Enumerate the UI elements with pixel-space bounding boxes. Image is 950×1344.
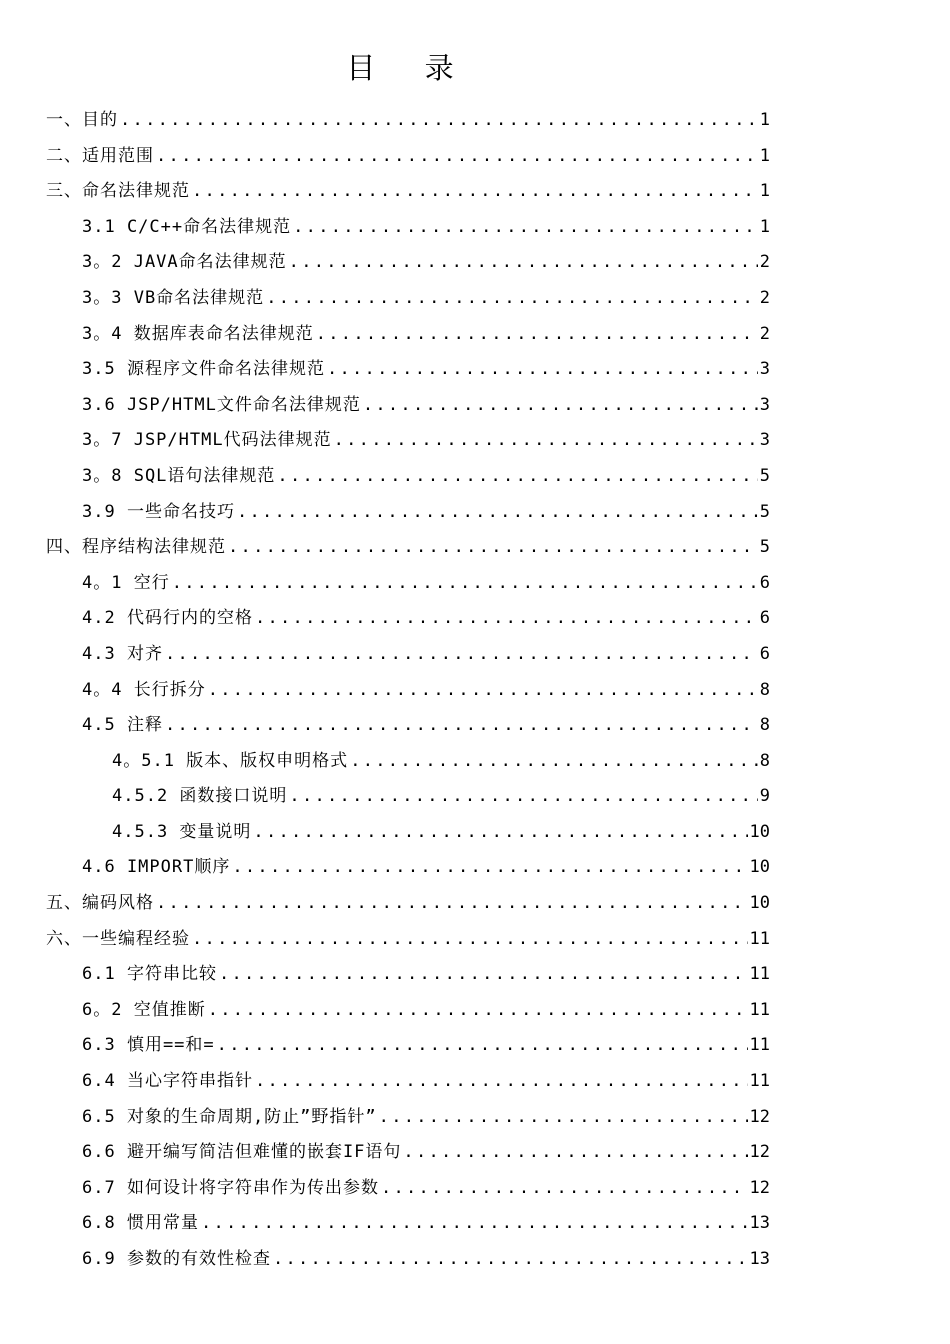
dot-leader <box>334 423 758 459</box>
toc-entry-page-number: 6 <box>759 608 770 629</box>
toc-entry-page-number: 9 <box>759 786 770 807</box>
toc-entry-text: 二、适用范围 <box>46 145 154 166</box>
dot-leader <box>201 1206 748 1242</box>
toc-entry-page-number: 5 <box>759 501 770 522</box>
toc-entry-text: 4。1 空行 <box>82 572 170 593</box>
toc-entry-text: 四、程序结构法律规范 <box>46 537 226 558</box>
dot-leader <box>156 886 748 922</box>
dot-leader <box>172 566 758 602</box>
dot-leader <box>255 1064 748 1100</box>
toc-entry[interactable] <box>46 139 770 175</box>
dot-leader <box>403 1135 747 1171</box>
toc-entry-page-number: 6 <box>759 643 770 664</box>
toc-entry-text: 6.8 惯用常量 <box>82 1213 199 1234</box>
toc-entry-text: 3。2 JAVA命名法律规范 <box>82 252 287 273</box>
toc-entry[interactable] <box>46 352 770 388</box>
toc-entry-page-number: 13 <box>749 1213 770 1234</box>
dot-leader <box>253 815 747 851</box>
toc-entry-text: 3.5 源程序文件命名法律规范 <box>82 359 325 380</box>
toc-title: 目 录 <box>346 51 474 85</box>
dot-leader <box>273 1242 748 1278</box>
toc-entry-text: 6.7 如何设计将字符串作为传出参数 <box>82 1177 379 1198</box>
toc-entry[interactable] <box>46 1028 770 1064</box>
dot-leader <box>120 103 758 139</box>
toc-entry-text: 五、编码风格 <box>46 893 154 914</box>
dot-leader <box>165 637 758 673</box>
toc-entry[interactable] <box>46 210 770 246</box>
toc-entry-page-number: 8 <box>759 715 770 736</box>
toc-entry-text: 3。4 数据库表命名法律规范 <box>82 323 314 344</box>
toc-entry-text: 6.9 参数的有效性检查 <box>82 1249 271 1269</box>
dot-leader <box>228 530 758 566</box>
toc-entry-text: 4。5.1 版本、版权申明格式 <box>112 750 349 771</box>
toc-entry-text: 4.5.3 变量说明 <box>112 821 252 842</box>
dot-leader <box>289 779 757 815</box>
toc-entry[interactable] <box>46 1064 770 1100</box>
toc-entry-text: 3.1 C/C++命名法律规范 <box>82 216 292 237</box>
toc-entry[interactable] <box>46 708 770 744</box>
toc-entry-page-number: 3 <box>759 359 770 380</box>
toc-entry[interactable] <box>46 459 770 495</box>
dot-leader <box>219 957 748 993</box>
dot-leader <box>156 139 758 175</box>
toc-entry[interactable] <box>46 317 770 353</box>
dot-leader <box>293 210 758 246</box>
toc-entry-page-number: 1 <box>759 181 770 202</box>
toc-entry[interactable] <box>46 993 770 1029</box>
dot-leader <box>363 388 758 424</box>
toc-entry[interactable] <box>46 1171 770 1207</box>
dot-leader <box>289 245 758 281</box>
toc-entry-text: 3。3 VB命名法律规范 <box>82 287 265 308</box>
toc-entry[interactable] <box>46 850 770 886</box>
toc-entry-text: 6.4 当心字符串指针 <box>82 1071 253 1092</box>
toc-entry-page-number: 10 <box>749 821 770 842</box>
dot-leader <box>266 281 758 317</box>
toc-entry-page-number: 2 <box>759 323 770 344</box>
dot-leader <box>379 1100 748 1136</box>
toc-entry-text: 6.3 慎用==和= <box>82 1035 215 1056</box>
toc-entry-page-number: 11 <box>749 999 770 1020</box>
dot-leader <box>208 993 748 1029</box>
toc-entry[interactable] <box>46 673 770 709</box>
toc-entry-page-number: 11 <box>749 1035 770 1056</box>
toc-entry-text: 4.3 对齐 <box>82 643 163 664</box>
toc-entry[interactable] <box>46 423 770 459</box>
toc-entry-page-number: 12 <box>749 1142 770 1163</box>
toc-entry[interactable] <box>46 1206 770 1242</box>
dot-leader <box>232 850 747 886</box>
toc-entry-page-number: 2 <box>759 287 770 308</box>
toc-entry-page-number: 1 <box>759 110 770 130</box>
toc-entry[interactable] <box>46 103 770 139</box>
toc-entry-text: 4.6 IMPORT顺序 <box>82 857 231 878</box>
toc-entry-text: 6.6 避开编写简洁但难懂的嵌套IF语句 <box>82 1142 402 1163</box>
toc-entry-page-number: 11 <box>749 964 770 985</box>
toc-entry-page-number: 8 <box>759 750 770 771</box>
toc-entry-text: 六、一些编程经验 <box>46 928 190 949</box>
dot-leader <box>208 673 758 709</box>
toc-entry[interactable] <box>46 245 770 281</box>
toc-entry[interactable] <box>46 744 770 780</box>
toc-entry-text: 3.9 一些命名技巧 <box>82 501 235 522</box>
toc-entry[interactable] <box>46 1242 770 1278</box>
dot-leader <box>192 922 748 958</box>
toc-entry-page-number: 6 <box>759 572 770 593</box>
toc-entry-text: 4.2 代码行内的空格 <box>82 608 253 629</box>
toc-entry-page-number: 10 <box>749 893 770 914</box>
toc-entry[interactable] <box>46 922 770 958</box>
toc-entry-text: 3。7 JSP/HTML代码法律规范 <box>82 430 332 451</box>
toc-entry[interactable] <box>46 1100 770 1136</box>
toc-entry[interactable] <box>46 388 770 424</box>
toc-entry-page-number: 11 <box>749 1071 770 1092</box>
toc-entry[interactable] <box>46 601 770 637</box>
toc-entry[interactable] <box>46 886 770 922</box>
toc-entry[interactable] <box>46 779 770 815</box>
toc-entry-text: 4.5.2 函数接口说明 <box>112 786 288 807</box>
dot-leader <box>350 744 758 780</box>
toc-entry[interactable] <box>46 1135 770 1171</box>
toc-entry[interactable] <box>46 495 770 531</box>
toc-entry-text: 三、命名法律规范 <box>46 181 190 202</box>
toc-entry-text: 4.5 注释 <box>82 715 163 736</box>
toc-entry-page-number: 10 <box>749 857 770 878</box>
toc-entry[interactable] <box>46 957 770 993</box>
toc-entry-page-number: 1 <box>759 216 770 237</box>
toc-entry-text: 6。2 空值推断 <box>82 999 206 1020</box>
toc-entry[interactable] <box>46 815 770 851</box>
dot-leader <box>381 1171 748 1207</box>
toc-entry-page-number: 2 <box>759 252 770 273</box>
dot-leader <box>255 601 758 637</box>
toc-entry[interactable] <box>46 174 770 210</box>
toc-entry-text: 3。8 SQL语句法律规范 <box>82 465 276 486</box>
toc-entry-page-number: 13 <box>749 1249 770 1269</box>
toc-entry-page-number: 5 <box>759 465 770 486</box>
toc-entry[interactable] <box>46 530 770 566</box>
toc-entry-page-number: 3 <box>759 394 770 415</box>
dot-leader <box>192 174 758 210</box>
dot-leader <box>217 1028 748 1064</box>
toc-entry[interactable] <box>46 281 770 317</box>
toc-entry[interactable] <box>46 637 770 673</box>
dot-leader <box>237 495 758 531</box>
table-of-contents <box>46 103 770 1278</box>
toc-entry-page-number: 8 <box>759 679 770 700</box>
toc-entry-text: 6.5 对象的生命周期,防止”野指针” <box>82 1106 377 1127</box>
toc-entry-page-number: 11 <box>749 928 770 949</box>
toc-entry-page-number: 12 <box>749 1106 770 1127</box>
toc-entry-text: 一、目的 <box>46 110 118 130</box>
dot-leader <box>277 459 757 495</box>
dot-leader <box>327 352 758 388</box>
dot-leader <box>165 708 758 744</box>
toc-entry-text: 3.6 JSP/HTML文件命名法律规范 <box>82 394 361 415</box>
toc-entry-text: 4。4 长行拆分 <box>82 679 206 700</box>
toc-entry[interactable] <box>46 566 770 602</box>
toc-entry-page-number: 3 <box>759 430 770 451</box>
toc-entry-page-number: 1 <box>759 145 770 166</box>
dot-leader <box>316 317 758 353</box>
toc-entry-page-number: 12 <box>749 1177 770 1198</box>
toc-entry-page-number: 5 <box>759 537 770 558</box>
toc-entry-text: 6.1 字符串比较 <box>82 964 217 985</box>
